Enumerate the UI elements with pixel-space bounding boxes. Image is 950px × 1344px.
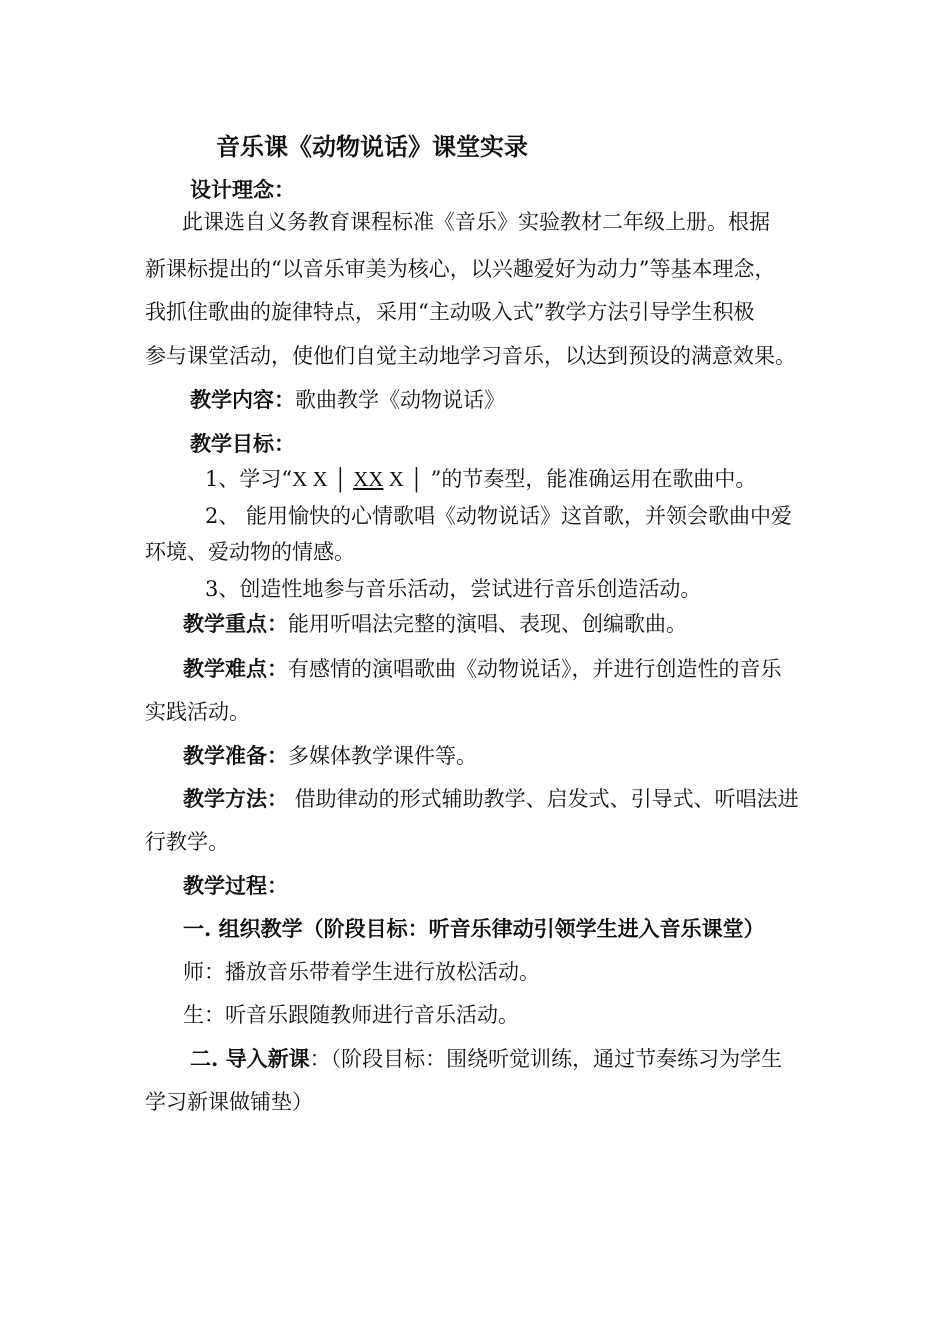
prep-row (183, 742, 477, 770)
content-label: 教学内容： (190, 387, 295, 412)
goal-2-line-1: 2、 能用愉快的心情歌唱《动物说话》这首歌，并领会歌曲中爱 (205, 504, 793, 528)
content-text: 歌曲教学《动物说话》 (295, 388, 505, 412)
design-label: 设计理念： (190, 177, 295, 202)
teacher-line: 师：播放音乐带着学生进行放松活动。 (183, 960, 540, 984)
method-label: 教学方法： (183, 786, 288, 811)
goal-2-line-2: 环境、爱动物的情感。 (145, 540, 355, 564)
step-2-row (190, 1045, 782, 1073)
step-2-label: 二. 导入新课 (190, 1046, 310, 1071)
step-2-text: ：（阶段目标：围绕听觉训练，通过节奏练习为学生 (309, 1047, 783, 1071)
method-text-cont: 行教学。 (145, 830, 229, 854)
difficulty-text: 有感情的演唱歌曲《动物说话》，并进行创造性的音乐 (288, 657, 782, 681)
method-row (183, 785, 799, 813)
key-point-row (183, 610, 687, 638)
student-line: 生：听音乐跟随教师进行音乐活动。 (183, 1003, 519, 1027)
difficulty-text-cont: 实践活动。 (145, 700, 250, 724)
key-point-label: 教学重点： (183, 611, 288, 636)
goal-1-suffix: ”的节奏型，能准确运用在歌曲中。 (423, 467, 757, 491)
goal-3: 3、创造性地参与音乐活动，尝试进行音乐创造活动。 (205, 577, 702, 601)
document-title: 音乐课《动物说话》课堂实录 (216, 132, 528, 161)
design-line-4: 参与课堂活动，使他们自觉主动地学习音乐，以达到预设的满意效果。 (145, 344, 796, 368)
goals-label: 教学目标： (190, 431, 295, 456)
method-text: 借助律动的形式辅助教学、启发式、引导式、听唱法进 (288, 787, 799, 811)
step-1-heading: 一. 组织教学（阶段目标：听音乐律动引领学生进入音乐课堂） (183, 916, 765, 941)
step-2-text-cont: 学习新课做铺垫） (145, 1090, 313, 1114)
design-line-1: 此课选自义务教育课程标准《音乐》实验教材二年级上册。根据 (182, 210, 770, 234)
difficulty-label: 教学难点： (183, 656, 288, 681)
goal-1 (205, 465, 756, 493)
rhythm-notation-b: X │ (383, 467, 424, 491)
key-point-text: 能用听唱法完整的演唱、表现、创编歌曲。 (288, 612, 687, 636)
goal-1-prefix: 1、学习“ (205, 467, 293, 491)
design-line-2: 新课标提出的“以音乐审美为核心，以兴趣爱好为动力”等基本理念， (145, 257, 776, 281)
rhythm-notation-underlined: XX (353, 467, 384, 491)
process-label: 教学过程： (183, 873, 288, 898)
difficulty-row (183, 655, 782, 683)
prep-text: 多媒体教学课件等。 (288, 744, 477, 768)
design-line-3: 我抓住歌曲的旋律特点，采用“主动吸入式”教学方法引导学生积极 (145, 300, 755, 324)
prep-label: 教学准备： (183, 743, 288, 768)
rhythm-notation-a: X X │ (292, 467, 354, 491)
content-row (190, 386, 505, 414)
